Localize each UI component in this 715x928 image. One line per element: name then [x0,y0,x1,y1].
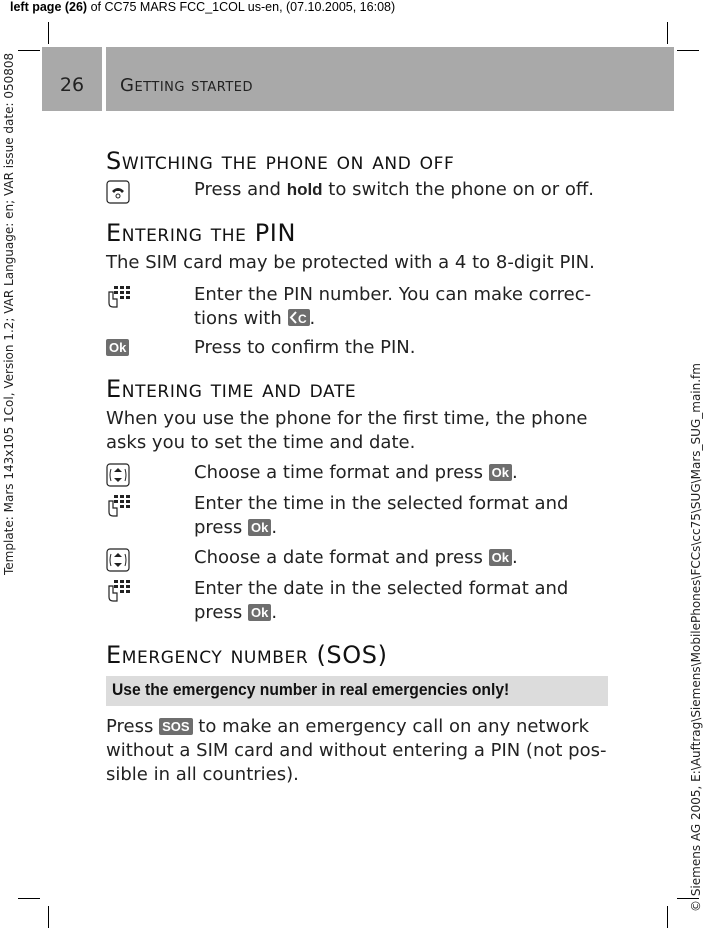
step-text [194,546,606,570]
crop-mark [48,906,49,928]
heading-emergency: Emergency number (SOS) [106,641,388,669]
page-header [42,47,674,111]
hold-emphasis: hold [286,180,323,199]
ok-key-icon: Ok [106,339,129,356]
step-text [194,461,606,485]
text: Choose a time format and press [194,462,489,483]
ok-key-icon: Ok [248,604,271,621]
crop-mark [18,50,40,51]
text: Enter the date in the selected format and [194,578,569,599]
navigation-key-icon [106,548,130,572]
chapter-bar [106,47,674,111]
heading-switching: Switching the phone on and off [106,147,455,175]
crop-mark [18,898,40,899]
warning-box [106,676,608,706]
copyright-path: © Siemens AG 2005, E:\Auftrag\Siemens\MobilePhones\FCCs\cc75\SUG\Mars_SUG_main.fm [689,363,703,912]
keypad-icon [106,285,130,309]
text: Choose a date format and press [194,547,489,568]
template-info: Template: Mars 143x105 1Col, Version 1.2; VAR Language: en; VAR issue date: 050808 [2,52,16,575]
emergency-text [106,715,608,787]
end-call-key-icon [106,180,130,204]
step-text [194,577,606,625]
crop-mark [667,22,668,44]
text: to make an emergency call on any network without a SIM card and without entering a PIN (not pos-sible in all countries). [106,716,607,785]
step-text [194,492,606,540]
crop-mark [667,906,668,928]
text: Press [106,716,160,737]
ok-key-icon: Ok [248,519,271,536]
text: Press and [194,179,287,200]
step-text [194,178,606,202]
page-reference: left page (26) [10,0,88,14]
text: . [512,462,518,483]
navigation-key-icon [106,463,130,487]
warning-text: Use the emergency number in real emergencies only! [112,680,510,699]
crop-mark [48,22,49,44]
text: tions with [194,308,288,329]
text: to switch the phone on or off. [322,179,595,200]
time-intro: When you use the phone for the first time, the phone asks you to set the time and date. [106,408,588,453]
heading-pin: Entering the PIN [106,219,296,247]
print-info: of CC75 MARS FCC_1COL us-en, (07.10.2005, 16:08) [87,0,396,14]
text: . [271,602,278,623]
chapter-title: Getting started [120,75,253,96]
keypad-icon [106,494,130,518]
text: . [309,308,316,329]
step-text: Press to confirm the PIN. [194,337,416,358]
text: . [271,517,278,538]
text: . [511,547,518,568]
heading-time-date: Entering time and date [106,375,357,403]
page-number: 26 [42,47,102,111]
step-text [194,283,606,331]
clear-key-icon [288,309,310,326]
print-info-line [10,0,395,14]
text: Enter the time in the selected format and [194,493,569,514]
text: press [194,602,248,623]
text: Enter the PIN number. You can make correc- [194,284,592,305]
pin-intro: The SIM card may be protected with a 4 to 8-digit PIN. [106,252,595,273]
sos-key-icon: SOS [159,718,192,735]
ok-key-icon: Ok [489,464,512,481]
crop-mark [677,50,699,51]
keypad-icon [106,579,130,603]
ok-key-icon: Ok [489,549,512,566]
text: press [194,517,248,538]
svg-text:C: C [297,312,307,326]
